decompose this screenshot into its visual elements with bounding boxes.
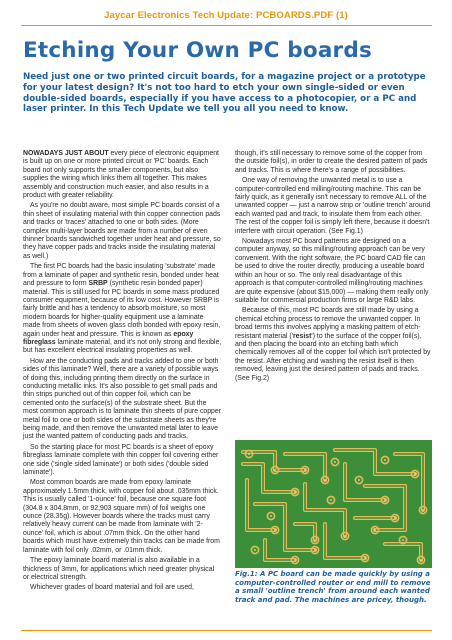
paragraph: Most common boards are made from epoxy laminate approximately 1.5mm thick, with copper foil about .035mm thick. This is usually called '1-ounce' foil, because one square foot (304.8 x 304.8mm, or 92,903 square mm) of foil weighs one ounce (28.35g). However boards where the tracks must carry relatively heavy current can be made from laminate with '2-ounce' foil, which is about .07mm thick. On the other hand boards which must have extremely thin tracks can be made from laminate with foil only .02mm, or .01mm thick. — [23, 479, 220, 554]
pad-hole — [274, 469, 276, 471]
paragraph-text: Because of this, most PC boards are still made by using a chemical etching process to remove the unwanted copper. In broad terms this involves applying a masking pattern of etch-resistant material (' — [235, 307, 421, 340]
paragraph: One way of removing the unwanted metal is to use a computer-controlled end milling/routing machine. This can be fairly quick, as it generally isn't necessary to remove ALL of the unwanted copper — just a narrow strip or 'outline trench' around each wanted pad and track, to insulate them from each other. The rest of the copper foil is simply left there, because it doesn't interfere with circuit operation. (See Fig.1) — [235, 177, 431, 235]
paragraph-text: ') to the surface of the copper foil(s), and then placing the board into an etching bath which chemically removes all of the copper foil which isn't protected by the resist. After etching and washing the resist itself is then removed, leaving just the desired pattern of pads and tracks. (See Fig.2) — [235, 332, 431, 382]
term-srbp: SRBP — [88, 280, 108, 288]
pad-hole — [422, 509, 424, 511]
pad-hole — [374, 529, 376, 531]
paragraph: though, it's still necessary to remove some of the copper from the outside foil(s), in order to create the desired pattern of pads and tracks. This is where there's a range of possibilities. — [235, 150, 428, 174]
page-header: Jaycar Electronics Tech Update: PCBOARDS.PDF (1) — [104, 10, 348, 21]
paragraph-text: The first PC boards had the basic insulating 'substrate' made from a laminate of paper and synthetic resin, bonded under heat and pressure to form — [23, 263, 219, 288]
pad-hole — [414, 473, 416, 475]
paragraph: So the starting place for most PC boards is a sheet of epoxy fibreglass laminate complete with thin copper foil covering either one side ('single sided laminate') or both sides ('double sided laminate'). — [23, 443, 219, 477]
article-title: Etching Your Own PC boards — [23, 38, 372, 63]
pad-hole — [304, 469, 306, 471]
term-resist: resist — [293, 332, 312, 340]
paragraph: Whichever grades of board material and foil are used, — [30, 584, 194, 592]
paragraph-text: (synthetic resin bonded paper) material. This is still used for PC boards in some mass produced consumer equipment, because of its low cost. However SRBP is fairly brittle and has a tendency to absorb moisture, so most modern boards for higher-quality equipment use a laminate made from sheets of woven glass cloth bonded with epoxy resin, again under heat and pressure. This is known as — [23, 280, 221, 338]
paragraph — [23, 150, 222, 200]
pad-hole — [344, 535, 346, 537]
pad-hole — [270, 515, 272, 517]
pad-hole — [334, 461, 336, 463]
paragraph: As you're no doubt aware, most simple PC boards consist of a thin sheet of insulating material with thin copper connection pads and tracks or 'traces' attached to one or both sides. (More complex multi-layer boards are made from a number of even thinner boards sandwiched together under heat and pressure, so they have copper pads and tracks inside the insulating material as well.) — [23, 202, 221, 260]
pcb-board-illustration — [235, 440, 432, 568]
right-column — [235, 150, 432, 385]
term-epoxy-fibreglass: epoxy fibreglass — [23, 330, 194, 346]
pad-hole — [330, 499, 332, 501]
pad-hole — [324, 479, 326, 481]
footer-rule — [21, 630, 432, 631]
pad-hole — [364, 557, 366, 559]
figure-caption: Fig.1: A PC board can be made quickly by using a computer-controlled router or end mill to remove a small 'outline trench' from around each wanted track and pad. The machines are pricey, though. — [235, 570, 431, 604]
article-intro: Need just one or two printed circuit boards, for a magazine project or a prototype for your latest design? It's not too hard to etch your own single-sided or even double-sided boards, especially if you have access to a photocopier, or a PC and laser printer. In this Tech Update we tell you all you need to know. — [23, 72, 426, 115]
pad-hole — [294, 559, 296, 561]
paragraph: How are the conducting pads and tracks added to one or both sides of this laminate? Well, there are a variety of possible ways of doing this, including printing them directly on the surface in conducting metallic inks. It's also possible to get small pads and thin strips punched out of thin copper foil, which can be cemented onto the surface(s) of the substrate sheet. But the most common approach is to laminate thin sheets of pure copper metal foil to one or both sides of the substrate sheets as they're being made, and then remove the unwanted metal later to leave just the wanted pattern of conducting pads and tracks. — [23, 357, 222, 441]
pad-hole — [420, 559, 422, 561]
lead-in: NOWADAYS JUST ABOUT — [23, 150, 109, 157]
left-column — [23, 150, 222, 595]
paragraph-text: every piece of electronic equipment is built up on one or more printed circuit or 'PC' boards. Each board not only supports the smaller components, but also supplies the wiring which links them all together. This makes assembly and construction much easier, and also results in a product with greater reliability. — [23, 150, 219, 200]
pad-hole — [314, 539, 316, 541]
pad-hole — [314, 549, 316, 551]
paragraph — [235, 307, 432, 383]
pad-hole — [384, 459, 386, 461]
pcb-photo — [235, 440, 432, 568]
paragraph: The epoxy laminate board material is also available in a thickness of 3mm, for applications which need greater physical or electrical strength. — [23, 557, 215, 581]
pad-hole — [254, 549, 256, 551]
header-rule — [21, 25, 432, 26]
pad-hole — [294, 491, 296, 493]
paragraph: Nowadays most PC board patterns are designed on a computer anyway, so this milling/routing approach can be very convenient. With the right software, the PC board CAD file can be used to drive the router directly, producing a useable board within an hour or so. The only real disadvantage of this approach is that computer-controlled milling/routing machines are quite expensive (about $15,000) — making them really only suitable for commercial production firms or large R&D labs. — [235, 238, 429, 304]
pad-hole — [384, 499, 386, 501]
pad-hole — [402, 539, 404, 541]
pad-hole — [274, 529, 276, 531]
pad-hole — [358, 479, 360, 481]
pad-hole — [394, 517, 396, 519]
paragraph — [23, 263, 222, 355]
pad-hole — [248, 453, 250, 455]
paragraph-text: laminate material, and it's not only strong and flexible, but has excellent electrical insulating properties as well. — [23, 338, 222, 355]
